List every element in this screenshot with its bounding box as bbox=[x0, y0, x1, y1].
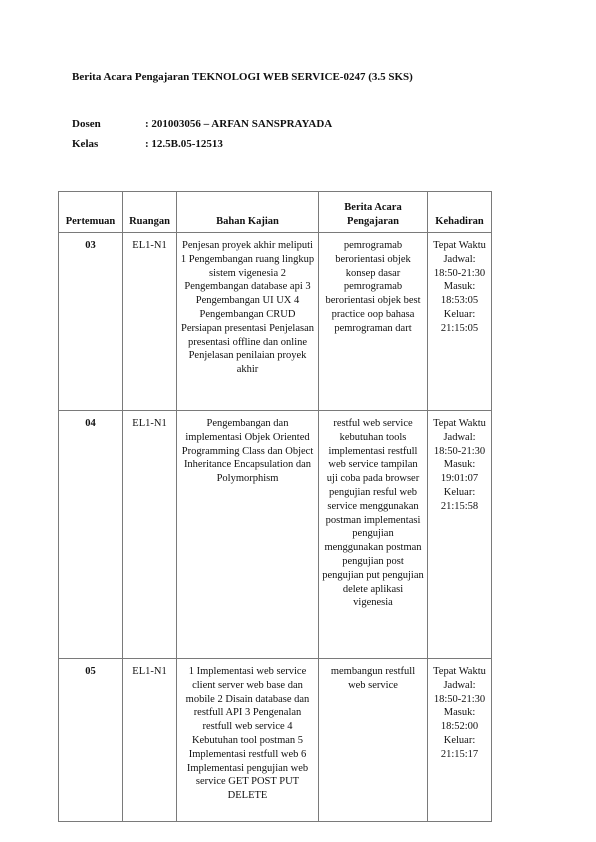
cell-berita-acara: membangun restfull web service bbox=[319, 659, 428, 822]
cell-berita-acara: pemrogramab berorientasi objek konsep dasar pemrogramab berorientasi objek best practice oop bahasa pemrograman dart bbox=[319, 233, 428, 411]
dosen-label: Dosen bbox=[72, 118, 101, 130]
kelas-label: Kelas bbox=[72, 138, 99, 150]
header-kehadiran: Kehadiran bbox=[428, 192, 492, 233]
header-ruangan: Ruangan bbox=[123, 192, 177, 233]
cell-pertemuan: 05 bbox=[59, 659, 123, 822]
cell-bahan-kajian: Penjesan proyek akhir meliputi 1 Pengembangan ruang lingkup sistem vigenesia 2 Pengembangan database api 3 Pengembangan UI UX 4 Pengembangan CRUD Persiapan presentasi Penjelasan presentasi offline dan online Penjelasan penilaian proyek akhir bbox=[177, 233, 319, 411]
cell-ruangan: EL1-N1 bbox=[123, 411, 177, 659]
document-title: Berita Acara Pengajaran TEKNOLOGI WEB SERVICE-0247 (3.5 SKS) bbox=[72, 71, 413, 83]
berita-acara-table bbox=[58, 191, 492, 822]
cell-pertemuan: 03 bbox=[59, 233, 123, 411]
cell-kehadiran: Tepat Waktu Jadwal: 18:50-21:30 Masuk: 18:53:05 Keluar: 21:15:05 bbox=[428, 233, 492, 411]
table-row bbox=[59, 411, 492, 659]
cell-kehadiran: Tepat Waktu Jadwal: 18:50-21:30 Masuk: 18:52:00 Keluar: 21:15:17 bbox=[428, 659, 492, 822]
cell-ruangan: EL1-N1 bbox=[123, 233, 177, 411]
table-header-row bbox=[59, 192, 492, 233]
dosen-value: : 201003056 – ARFAN SANSPRAYADA bbox=[145, 118, 333, 130]
cell-kehadiran: Tepat Waktu Jadwal: 18:50-21:30 Masuk: 19:01:07 Keluar: 21:15:58 bbox=[428, 411, 492, 659]
cell-bahan-kajian: 1 Implementasi web service client server web base dan mobile 2 Disain database dan restfull API 3 Pengenalan restfull web service 4 Kebutuhan tool postman 5 Implementasi restfull web 6 Implementasi pengujian web service GET POST PUT DELETE bbox=[177, 659, 319, 822]
cell-ruangan: EL1-N1 bbox=[123, 659, 177, 822]
kelas-row bbox=[72, 137, 223, 151]
header-pertemuan: Pertemuan bbox=[59, 192, 123, 233]
cell-pertemuan: 04 bbox=[59, 411, 123, 659]
dosen-row bbox=[72, 117, 332, 131]
cell-berita-acara: restful web service kebutuhan tools implementasi restfull web service tampilan uji coba pada browser pengujian resful web service menggunakan postman implementasi pengujian menggunakan postman pengujian post pengujian put pengujian delete aplikasi vigenesia bbox=[319, 411, 428, 659]
header-berita-acara: Berita Acara Pengajaran bbox=[319, 192, 428, 233]
table-row bbox=[59, 659, 492, 822]
table-row bbox=[59, 233, 492, 411]
cell-bahan-kajian: Pengembangan dan implementasi Objek Oriented Programming Class dan Object Inheritance Encapsulation dan Polymorphism bbox=[177, 411, 319, 659]
header-bahan-kajian: Bahan Kajian bbox=[177, 192, 319, 233]
kelas-value: : 12.5B.05-12513 bbox=[145, 138, 223, 150]
